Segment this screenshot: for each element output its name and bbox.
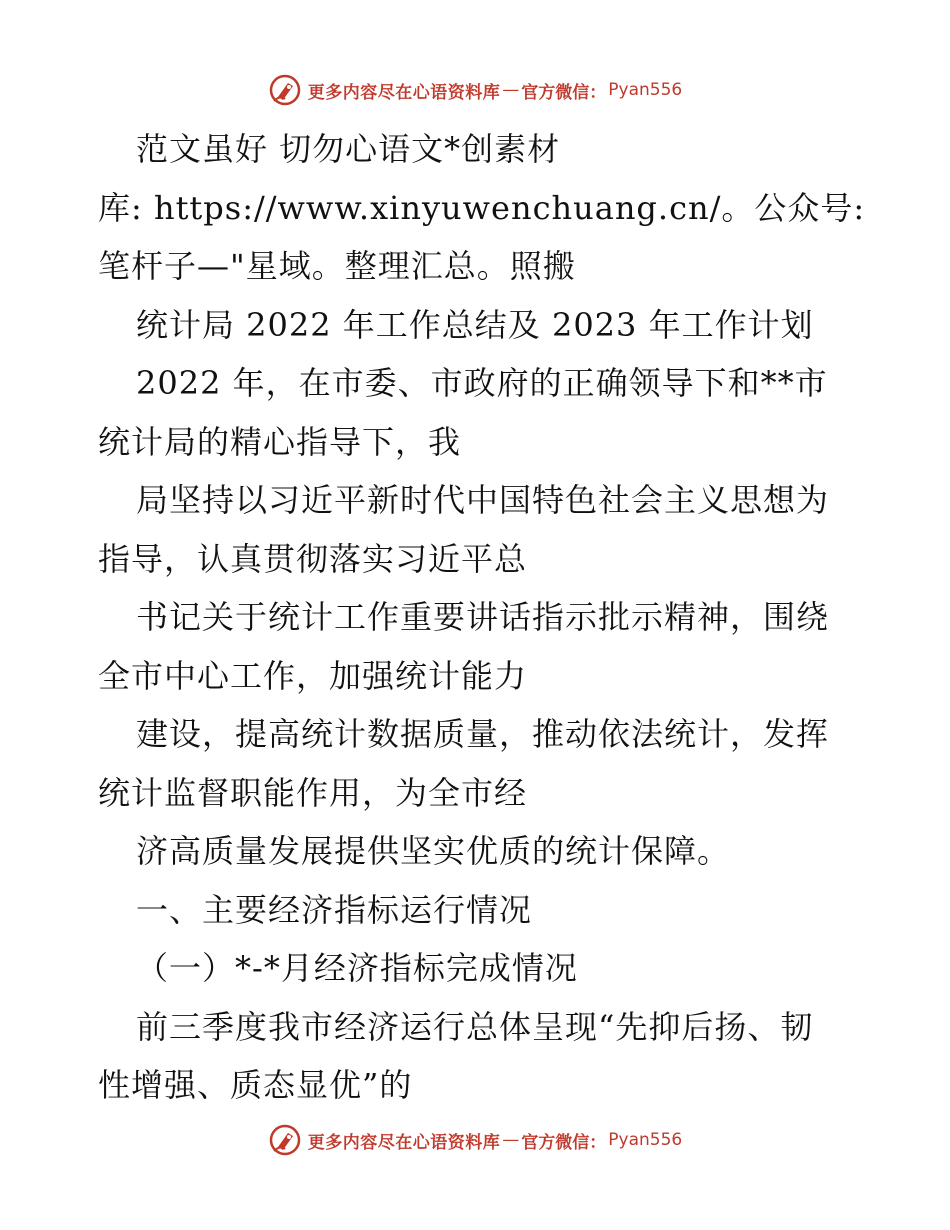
doc-line: 全市中心工作，加强统计能力	[98, 656, 528, 695]
banner-brand-text: 更多内容尽在心语资料库	[307, 1132, 501, 1153]
doc-line: 库: https://www.xinyuwenchuang.cn/。公众号:	[98, 188, 866, 227]
doc-line: 统计监督职能作用，为全市经	[98, 773, 528, 812]
doc-line: 济高质量发展提供坚实优质的统计保障。	[136, 832, 731, 870]
subsection-heading: （一）*-*月经济指标完成情况	[136, 949, 578, 987]
banner-contact-label: 官方微信：	[521, 82, 607, 103]
banner-brand-text: 更多内容尽在心语资料库	[307, 82, 501, 103]
doc-line: 2022 年，在市委、市政府的正确领导下和**市	[136, 364, 828, 402]
doc-line: 前三季度我市经济运行总体呈现“先抑后扬、韧	[136, 1007, 814, 1046]
doc-line: 建设，提高统计数据质量，推动依法统计，发挥	[136, 715, 830, 753]
doc-line: 范文虽好 切勿心语文*创素材	[136, 130, 561, 168]
header-watermark-banner	[0, 70, 950, 110]
document-body	[98, 120, 866, 1115]
pen-nib-logo-icon	[268, 1123, 302, 1157]
banner-contact-label: 官方微信：	[521, 1132, 607, 1153]
banner-separator: —	[502, 80, 520, 100]
doc-line: 局坚持以习近平新时代中国特色社会主义思想为	[136, 481, 830, 519]
doc-line: 指导，认真贯彻落实习近平总	[98, 539, 528, 578]
section-heading: 一、主要经济指标运行情况	[136, 890, 533, 929]
doc-line: 笔杆子—"星域。整理汇总。照搬	[98, 247, 576, 285]
pen-nib-logo-icon	[268, 73, 302, 107]
doc-line: 统计局的精心指导下，我	[98, 422, 462, 461]
doc-title: 统计局 2022 年工作总结及 2023 年工作计划	[136, 305, 814, 344]
footer-watermark-banner	[0, 1120, 950, 1160]
banner-separator: —	[502, 1130, 520, 1150]
banner-wechat-id: Pyan556	[608, 80, 683, 100]
doc-line: 性增强、质态显优”的	[98, 1066, 413, 1104]
banner-wechat-id: Pyan556	[608, 1130, 683, 1150]
doc-line: 书记关于统计工作重要讲话指示批示精神，围绕	[136, 598, 830, 636]
